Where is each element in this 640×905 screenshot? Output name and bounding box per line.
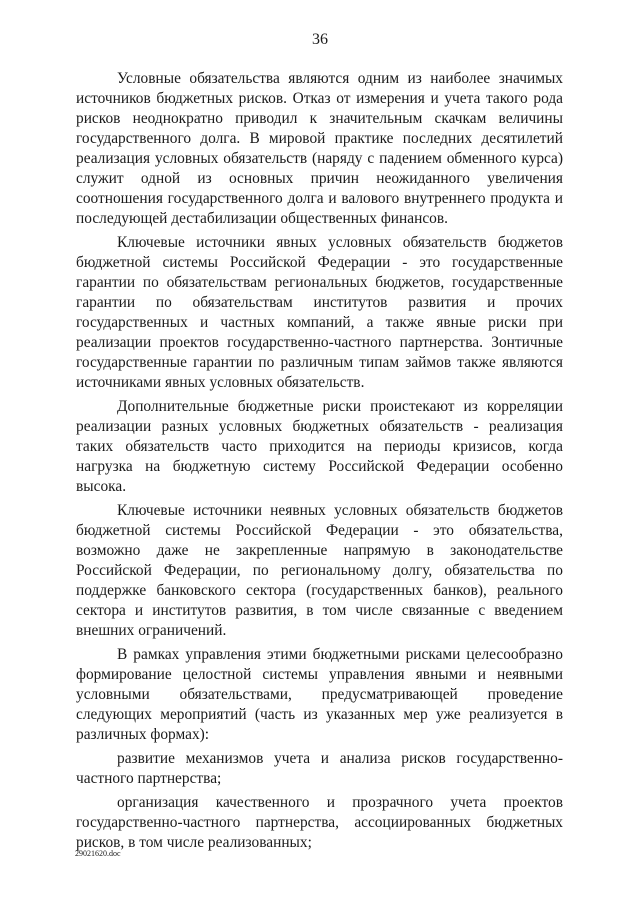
document-body [76,69,563,853]
list-item-ppp-risk-analysis: развитие механизмов учета и анализа рисков государственно-частного партнерства; [76,750,563,787]
page-number: 36 [312,31,328,48]
paragraph-additional-risks: Дополнительные бюджетные риски проистекают из корреляции реализации разных условных бюджетных обязательств - реализация таких обязательств часто приходится на периоды кризисов, когда нагрузка на бюджетную систему Российской Федерации особенно высока. [76,398,563,495]
paragraph-contingent-liabilities: Условные обязательства являются одним из наиболее значимых источников бюджетных рисков. Отказ от измерения и учета такого рода рисков неоднократно приводил к значительным скачкам величины государственного долга. В мировой практике последних десятилетий реализация условных обязательств (наряду с падением обменного курса) служит одной из основных причин неожиданного увеличения соотношения государственного долга и валового внутреннего продукта и последующей дестабилизации общественных финансов. [76,70,563,227]
paragraph-risk-management: В рамках управления этими бюджетными рисками целесообразно формирование целостной системы управления явными и неявными условными обязательствами, предусматривающей проведение следующих мероприятий (часть из указанных мер уже реализуется в различных формах): [76,646,563,743]
list-item-ppp-accounting: организация качественного и прозрачного учета проектов государственно-частного партнерства, ассоциированных бюджетных рисков, в том числе реализованных; [76,794,563,851]
footer-file-name: 29021620.doc [75,849,121,858]
paragraph-implicit-sources: Ключевые источники неявных условных обязательств бюджетов бюджетной системы Российской Федерации - это обязательства, возможно даже не закрепленные напрямую в законодательстве Российской Федерации, по региональному долгу, обязательства по поддержке банковского сектора (государственных банков), реального сектора и институтов развития, в том числе связанные с введением внешних ограничений. [76,502,563,639]
paragraph-explicit-sources: Ключевые источники явных условных обязательств бюджетов бюджетной системы Российской Федерации - это государственные гарантии по обязательствам региональных бюджетов, государственные гарантии по обязательствам институтов развития и прочих государственных и частных компаний, а также явные риски при реализации проектов государственно-частного партнерства. Зонтичные государственные гарантии по различным типам займов также являются источниками явных условных обязательств. [76,234,563,391]
